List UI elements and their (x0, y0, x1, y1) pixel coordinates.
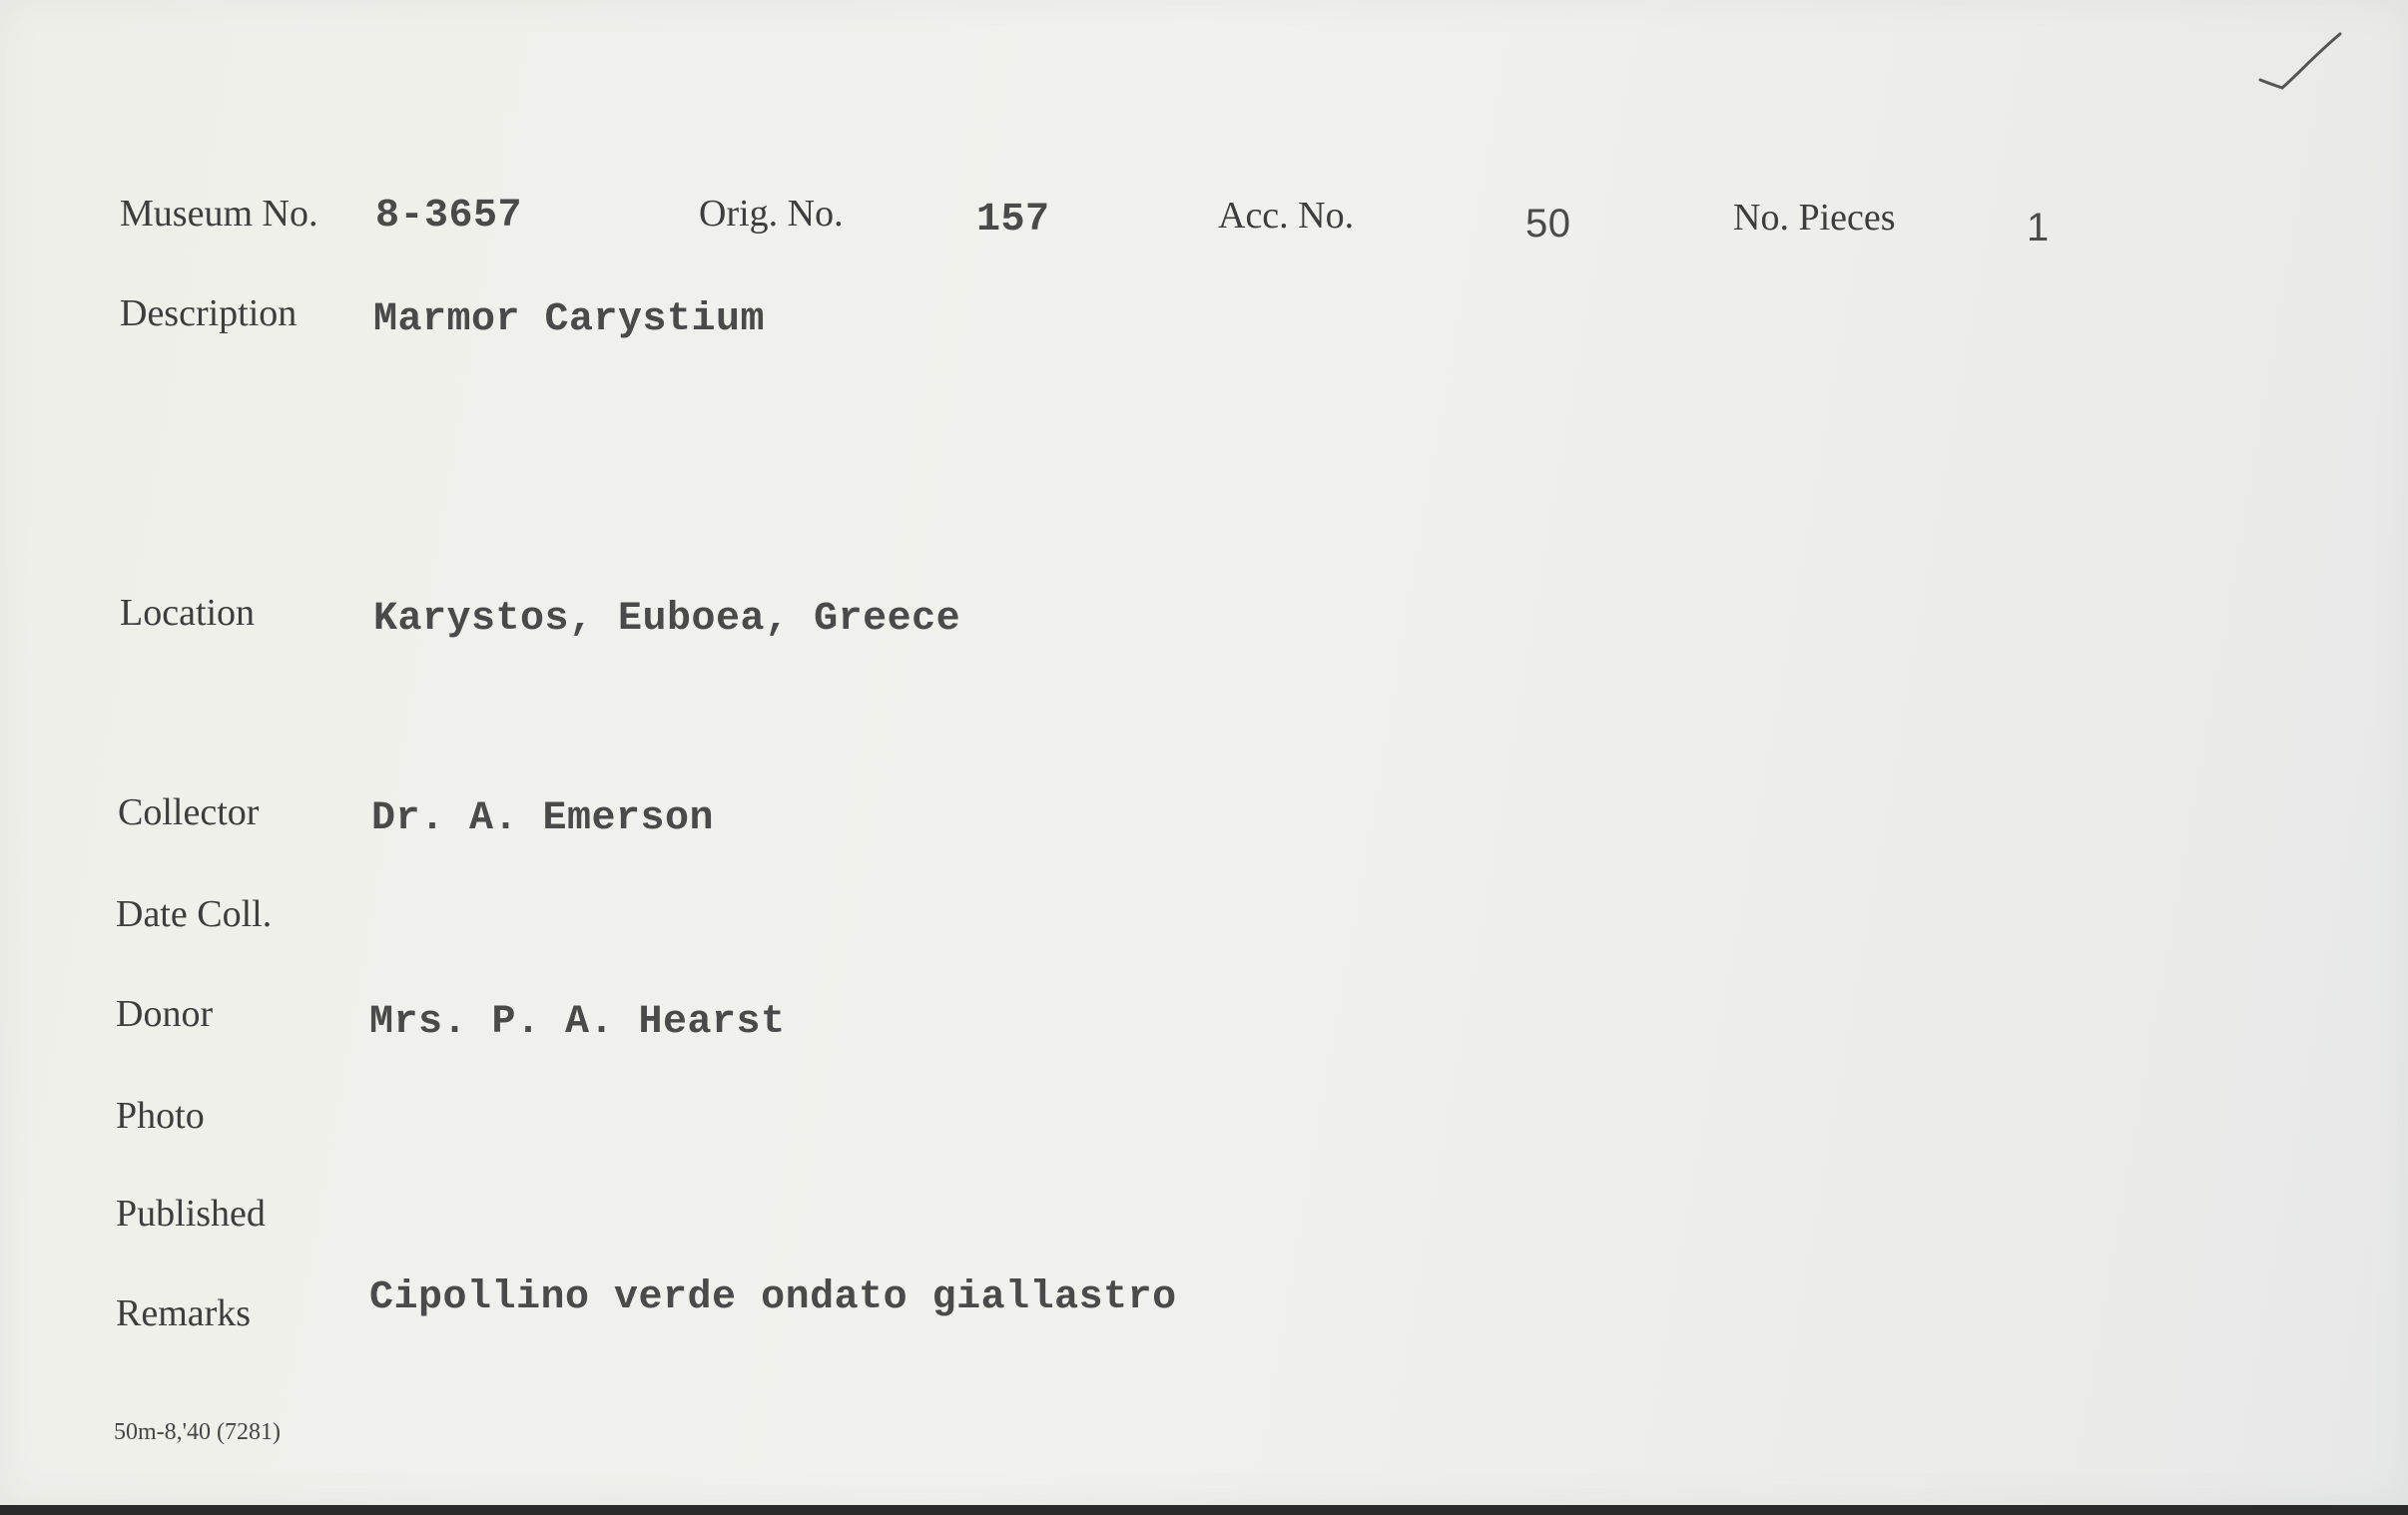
remarks-label: Remarks (116, 1292, 252, 1334)
acc-no-label: Acc. No. (1218, 195, 1355, 237)
print-code: 50m-8,'40 (7281) (114, 1419, 281, 1445)
check-mark-icon (2254, 28, 2344, 98)
published-label: Published (116, 1193, 266, 1235)
donor-value: Mrs. P. A. Hearst (369, 1000, 786, 1045)
card-bottom-edge (0, 1505, 2408, 1515)
museum-no-value: 8-3657 (375, 194, 523, 239)
collector-value: Dr. A. Emerson (371, 796, 715, 841)
orig-no-label: Orig. No. (699, 193, 844, 235)
photo-label: Photo (116, 1095, 205, 1137)
collector-label: Collector (118, 791, 260, 833)
description-label: Description (120, 292, 298, 334)
location-value: Karystos, Euboea, Greece (373, 597, 961, 642)
remarks-value: Cipollino verde ondato giallastro (369, 1275, 1177, 1320)
no-pieces-value: 1 (2027, 206, 2050, 250)
date-coll-label: Date Coll. (116, 893, 273, 935)
no-pieces-label: No. Pieces (1733, 197, 1896, 239)
acc-no-value: 50 (1525, 202, 1571, 246)
donor-label: Donor (116, 993, 214, 1035)
orig-no-value: 157 (976, 198, 1050, 243)
museum-no-label: Museum No. (120, 193, 318, 235)
description-value: Marmor Carystium (373, 297, 766, 342)
location-label: Location (120, 592, 256, 634)
